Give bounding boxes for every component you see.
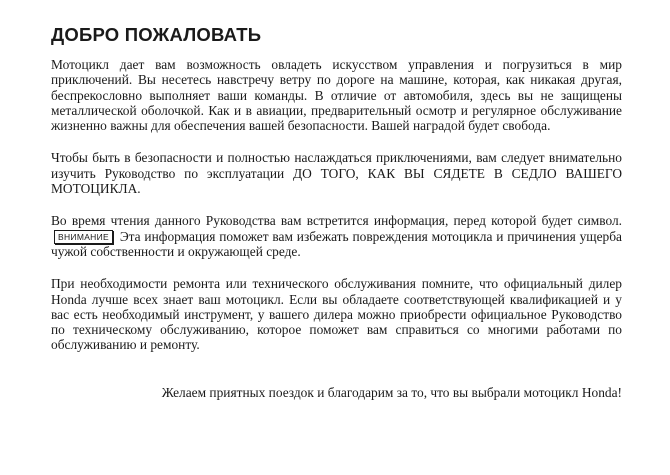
notice-symbol: ВНИМАНИЕ	[54, 230, 113, 244]
paragraph-intro: Мотоцикл дает вам возможность овладеть искусством управления и погрузиться в мир приключений. Вы несетесь навстречу ветру по дороге на машине, которая, как никакая другая, беспрекословно выполняет ваши команды. В отличие от автомобиля, здесь вы не защищены металлической оболочкой. Как и в авиации, предварительный осмотр и регулярное обслуживание жизненно важны для обеспечения вашей безопасности. Вашей наградой будет свобода.	[51, 57, 622, 134]
paragraph-safety: Чтобы быть в безопасности и полностью наслаждаться приключениями, вам следует внимательно изучить Руководство по эксплуатации ДО ТОГО, КАК ВЫ СЯДЕТЕ В СЕДЛО ВАШЕГО МОТОЦИКЛА.	[51, 150, 622, 197]
page-title: ДОБРО ПОЖАЛОВАТЬ	[51, 24, 262, 45]
paragraph-notice-info	[51, 213, 622, 259]
notice-text-before: Во время чтения данного Руководства вам встретится информация, перед которой будет символ.	[51, 213, 622, 229]
paragraph-dealer: При необходимости ремонта или технического обслуживания помните, что официальный дилер Honda лучше всех знает ваш мотоцикл. Если вы обладаете соответствующей квалификацией и у вас есть необходимый инструмент, у вашего дилера можно приобрести официальное Руководство по техническому обслуживанию, которое поможет вам справиться со многими работами по обслуживанию и ремонту.	[51, 276, 622, 353]
notice-text-after: Эта информация поможет вам избежать повреждения мотоцикла и причинения ущерба чужой собственности и окружающей среде.	[51, 228, 622, 259]
closing-line: Желаем приятных поездок и благодарим за то, что вы выбрали мотоцикл Honda!	[161, 384, 622, 400]
document-page	[51, 24, 622, 413]
